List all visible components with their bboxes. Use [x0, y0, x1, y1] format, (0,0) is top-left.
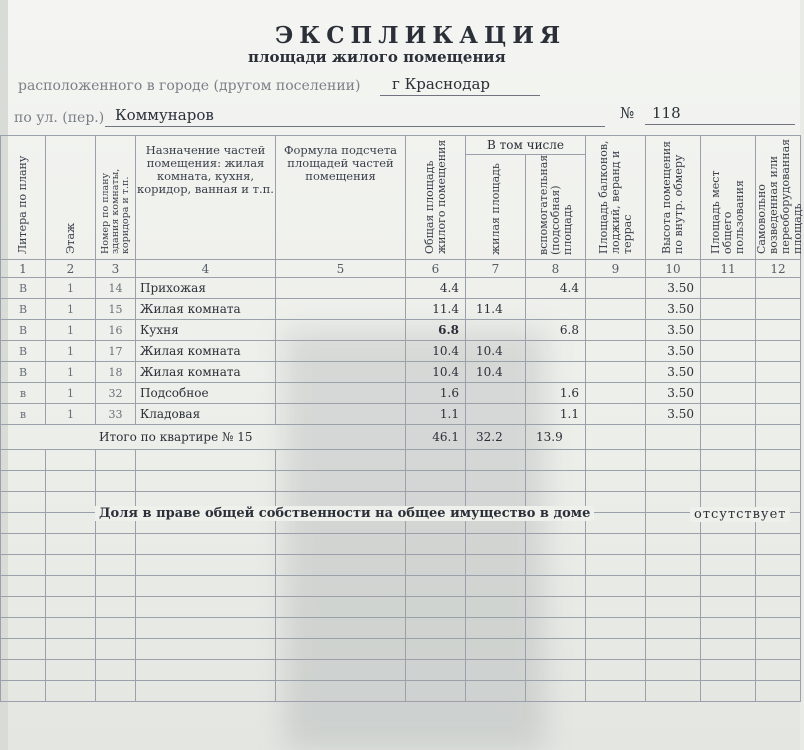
col-header-10: Высота помещения по внутр. обмеру	[646, 136, 701, 260]
city-value: г Краснодар	[392, 75, 490, 93]
cell-lit: в	[1, 404, 46, 425]
cell-balcony	[586, 383, 646, 404]
col-header-2: Этаж	[46, 136, 96, 260]
col-group-header: В том числе	[466, 136, 586, 155]
cell-name: Жилая комната	[136, 362, 276, 383]
cell-aux	[526, 299, 586, 320]
cell-floor: 1	[46, 383, 96, 404]
cell-num: 15	[96, 299, 136, 320]
city-underline	[380, 95, 540, 96]
col-number: 4	[136, 260, 276, 278]
cell-name: Подсобное	[136, 383, 276, 404]
cell-num: 16	[96, 320, 136, 341]
street-prefix: по ул. (пер.)	[14, 110, 105, 126]
total-label: Итого по квартире № 15	[1, 425, 406, 450]
cell-common	[701, 362, 756, 383]
cell-formula	[276, 383, 406, 404]
cell-name: Жилая комната	[136, 341, 276, 362]
cell-height: 3.50	[646, 341, 701, 362]
cell-lit: В	[1, 341, 46, 362]
cell-name: Кухня	[136, 320, 276, 341]
cell-aux: 1.6	[526, 383, 586, 404]
cell-common	[701, 404, 756, 425]
house-number-value: 118	[652, 104, 681, 122]
cell-total: 1.6	[406, 383, 466, 404]
cell-aux: 1.1	[526, 404, 586, 425]
cell-aux: 6.8	[526, 320, 586, 341]
table-row	[1, 383, 801, 404]
cell-height: 3.50	[646, 320, 701, 341]
cell-formula	[276, 362, 406, 383]
col-number: 1	[1, 260, 46, 278]
cell-living	[466, 278, 526, 299]
cell-height: 3.50	[646, 299, 701, 320]
cell-num: 32	[96, 383, 136, 404]
col-header-12: Самовольно возведенная или переоборудованная площадь	[756, 136, 801, 260]
cell-formula	[276, 341, 406, 362]
cell-floor: 1	[46, 362, 96, 383]
cell-common	[701, 278, 756, 299]
document-subtitle: площади жилого помещения	[248, 48, 506, 66]
cell-formula	[276, 320, 406, 341]
street-underline	[105, 126, 605, 127]
cell-unauth	[756, 278, 801, 299]
cell-total: 11.4	[406, 299, 466, 320]
cell-height: 3.50	[646, 383, 701, 404]
cell-lit: В	[1, 299, 46, 320]
table-row	[1, 341, 801, 362]
cell-balcony	[586, 299, 646, 320]
cell-common	[701, 320, 756, 341]
table-row	[1, 320, 801, 341]
col-header-7: жилая площадь	[466, 155, 526, 260]
total-area: 46.1	[406, 425, 466, 450]
col-header-11: Площадь мест общего пользования	[701, 136, 756, 260]
cell-total: 4.4	[406, 278, 466, 299]
cell-lit: В	[1, 278, 46, 299]
cell-formula	[276, 404, 406, 425]
cell-balcony	[586, 341, 646, 362]
total-aux: 13.9	[526, 425, 586, 450]
cell-floor: 1	[46, 341, 96, 362]
table-row	[1, 278, 801, 299]
cell-living: 10.4	[466, 341, 526, 362]
cell-aux: 4.4	[526, 278, 586, 299]
cell-unauth	[756, 341, 801, 362]
cell-formula	[276, 278, 406, 299]
cell-total: 10.4	[406, 362, 466, 383]
cell-floor: 1	[46, 278, 96, 299]
cell-unauth	[756, 362, 801, 383]
cell-total: 1.1	[406, 404, 466, 425]
col-header-9: Площадь балконов, лоджий, веранд и террас	[586, 136, 646, 260]
cell-name: Кладовая	[136, 404, 276, 425]
cell-height: 3.50	[646, 404, 701, 425]
col-number: 8	[526, 260, 586, 278]
explication-table	[0, 135, 804, 702]
cell-floor: 1	[46, 299, 96, 320]
cell-name: Жилая комната	[136, 299, 276, 320]
cell-num: 18	[96, 362, 136, 383]
cell-lit: В	[1, 320, 46, 341]
cell-name: Прихожая	[136, 278, 276, 299]
share-value: отсутствует	[690, 507, 790, 522]
share-label: Доля в праве общей собственности на общее имущество в доме	[95, 506, 594, 521]
street-value: Коммунаров	[115, 106, 214, 124]
col-number: 7	[466, 260, 526, 278]
col-header-5: Формула подсчета площадей частей помещения	[276, 136, 406, 260]
table-row	[1, 299, 801, 320]
city-prefix: расположенного в городе (другом поселении)	[18, 78, 361, 94]
cell-lit: В	[1, 362, 46, 383]
col-number: 11	[701, 260, 756, 278]
col-number: 2	[46, 260, 96, 278]
cell-num: 33	[96, 404, 136, 425]
cell-balcony	[586, 278, 646, 299]
cell-living	[466, 320, 526, 341]
table-row	[1, 362, 801, 383]
cell-height: 3.50	[646, 278, 701, 299]
cell-common	[701, 383, 756, 404]
cell-formula	[276, 299, 406, 320]
cell-living: 11.4	[466, 299, 526, 320]
cell-unauth	[756, 404, 801, 425]
col-header-3: Номер по плану здания комнаты, коридора и т.п.	[96, 136, 136, 260]
cell-num: 17	[96, 341, 136, 362]
document-title: ЭКСПЛИКАЦИЯ	[275, 22, 567, 49]
total-row	[1, 425, 801, 450]
cell-balcony	[586, 320, 646, 341]
col-number: 5	[276, 260, 406, 278]
number-underline	[645, 124, 795, 125]
cell-unauth	[756, 299, 801, 320]
column-numbers-row	[1, 260, 801, 278]
cell-balcony	[586, 362, 646, 383]
cell-num: 14	[96, 278, 136, 299]
col-number: 9	[586, 260, 646, 278]
header-row	[1, 136, 801, 155]
cell-common	[701, 299, 756, 320]
cell-common	[701, 341, 756, 362]
cell-height: 3.50	[646, 362, 701, 383]
cell-aux	[526, 362, 586, 383]
total-living: 32.2	[466, 425, 526, 450]
cell-balcony	[586, 404, 646, 425]
cell-unauth	[756, 320, 801, 341]
cell-aux	[526, 341, 586, 362]
house-number-label: №	[620, 104, 635, 122]
cell-floor: 1	[46, 320, 96, 341]
col-header-4: Назначение частей помещения: жилая комната, кухня, коридор, ванная и т.п.	[136, 136, 276, 260]
col-number: 12	[756, 260, 801, 278]
col-number: 3	[96, 260, 136, 278]
cell-unauth	[756, 383, 801, 404]
col-number: 10	[646, 260, 701, 278]
cell-living	[466, 404, 526, 425]
table-row	[1, 404, 801, 425]
cell-living: 10.4	[466, 362, 526, 383]
col-header-1: Литера по плану	[1, 136, 46, 260]
col-header-8: вспомогательная (подсобная) площадь	[526, 155, 586, 260]
cell-living	[466, 383, 526, 404]
cell-floor: 1	[46, 404, 96, 425]
col-header-6: Общая площадь жилого помещения	[406, 136, 466, 260]
cell-total: 10.4	[406, 341, 466, 362]
col-number: 6	[406, 260, 466, 278]
cell-total: 6.8	[406, 320, 466, 341]
cell-lit: в	[1, 383, 46, 404]
